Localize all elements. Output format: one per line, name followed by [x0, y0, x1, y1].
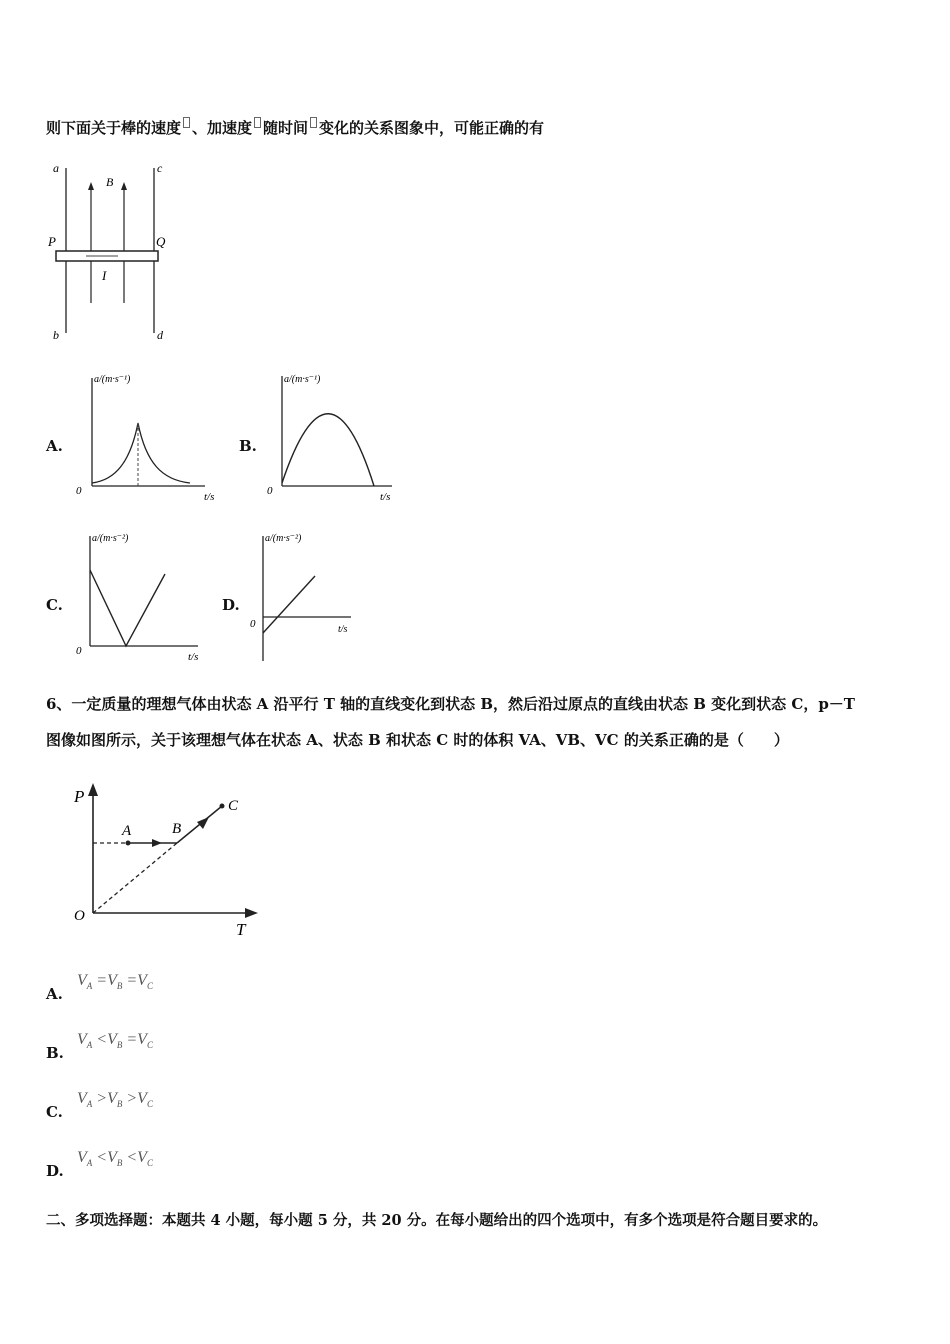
section-2-heading: 二、多项选择题：本题共 4 小题，每小题 5 分，共 20 分。在每小题给出的四个选项中，有多个选项是符合题目要求的。 — [46, 1212, 828, 1229]
x-axis-label: t/s — [380, 491, 391, 503]
q6-option-c-formula: $V_A >V_B >V_C$ — [77, 1090, 153, 1110]
q6-option-d-formula: $V_A <V_B <V_C$ — [77, 1149, 153, 1169]
p-axis-label: P — [74, 787, 85, 806]
q6-option-b-label: B. — [46, 1044, 64, 1062]
q5-stem: 则下面关于棒的速度 、加速度 随时间 变化的关系图象中，可能正确的有 — [46, 119, 545, 137]
y-axis-label: a/(m·s⁻²) — [265, 533, 302, 544]
q6-option-d-label: D. — [46, 1162, 64, 1180]
missing-glyph-icon — [310, 117, 317, 128]
y-axis-label: a/(m·s⁻¹) — [94, 374, 131, 385]
label-I: I — [102, 268, 107, 283]
q6-option-a-formula: $V_A =V_B =V_C$ — [77, 972, 153, 992]
q5-option-a-label: A. — [46, 437, 63, 455]
q5-option-b-label: B. — [239, 437, 257, 455]
origin-label: 0 — [76, 645, 82, 657]
x-axis-label: t/s — [204, 491, 215, 503]
label-B: B — [106, 175, 114, 189]
q6-stem-line2: 图像如图所示，关于该理想气体在状态 A、状态 B 和状态 C 时的体积 VA、VB、VC 的关系正确的是（ ） — [46, 731, 789, 749]
rails-figure — [44, 158, 174, 343]
q5-option-c-label: C. — [46, 596, 63, 614]
q5-option-b-graph — [262, 368, 412, 503]
q5-option-c-graph — [70, 528, 210, 665]
label-d: d — [157, 328, 163, 342]
point-b-label: B — [172, 821, 182, 837]
q6-option-c-label: C. — [46, 1103, 63, 1121]
q6-option-b-formula: $V_A <V_B =V_C$ — [77, 1031, 153, 1051]
origin-label: O — [74, 908, 85, 924]
missing-glyph-icon — [254, 117, 261, 128]
x-axis-label: t/s — [188, 651, 199, 663]
origin-label: 0 — [76, 485, 82, 497]
q6-stem-line1: 6、一定质量的理想气体由状态 A 沿平行 T 轴的直线变化到状态 B，然后沿过原点的直线由状态 B 变化到状态 C，p－T — [46, 695, 855, 713]
label-a: a — [53, 161, 59, 175]
t-axis-label: T — [236, 920, 246, 939]
label-Q: Q — [156, 234, 166, 249]
q6-option-a-label: A. — [46, 985, 63, 1003]
point-a-label: A — [122, 823, 132, 839]
origin-label: 0 — [267, 485, 273, 497]
label-b: b — [53, 328, 59, 342]
q5-option-a-graph — [70, 368, 230, 503]
label-P: P — [48, 234, 56, 249]
pt-graph — [62, 780, 272, 940]
q5-option-d-label: D. — [222, 596, 240, 614]
y-axis-label: a/(m·s⁻²) — [92, 533, 129, 544]
x-axis-label: t/s — [338, 624, 348, 635]
label-c: c — [157, 161, 163, 175]
missing-glyph-icon — [183, 117, 190, 128]
q5-option-d-graph — [246, 528, 366, 665]
y-axis-label: a/(m·s⁻¹) — [284, 374, 321, 385]
origin-label: 0 — [250, 618, 256, 630]
point-c-label: C — [228, 798, 239, 814]
